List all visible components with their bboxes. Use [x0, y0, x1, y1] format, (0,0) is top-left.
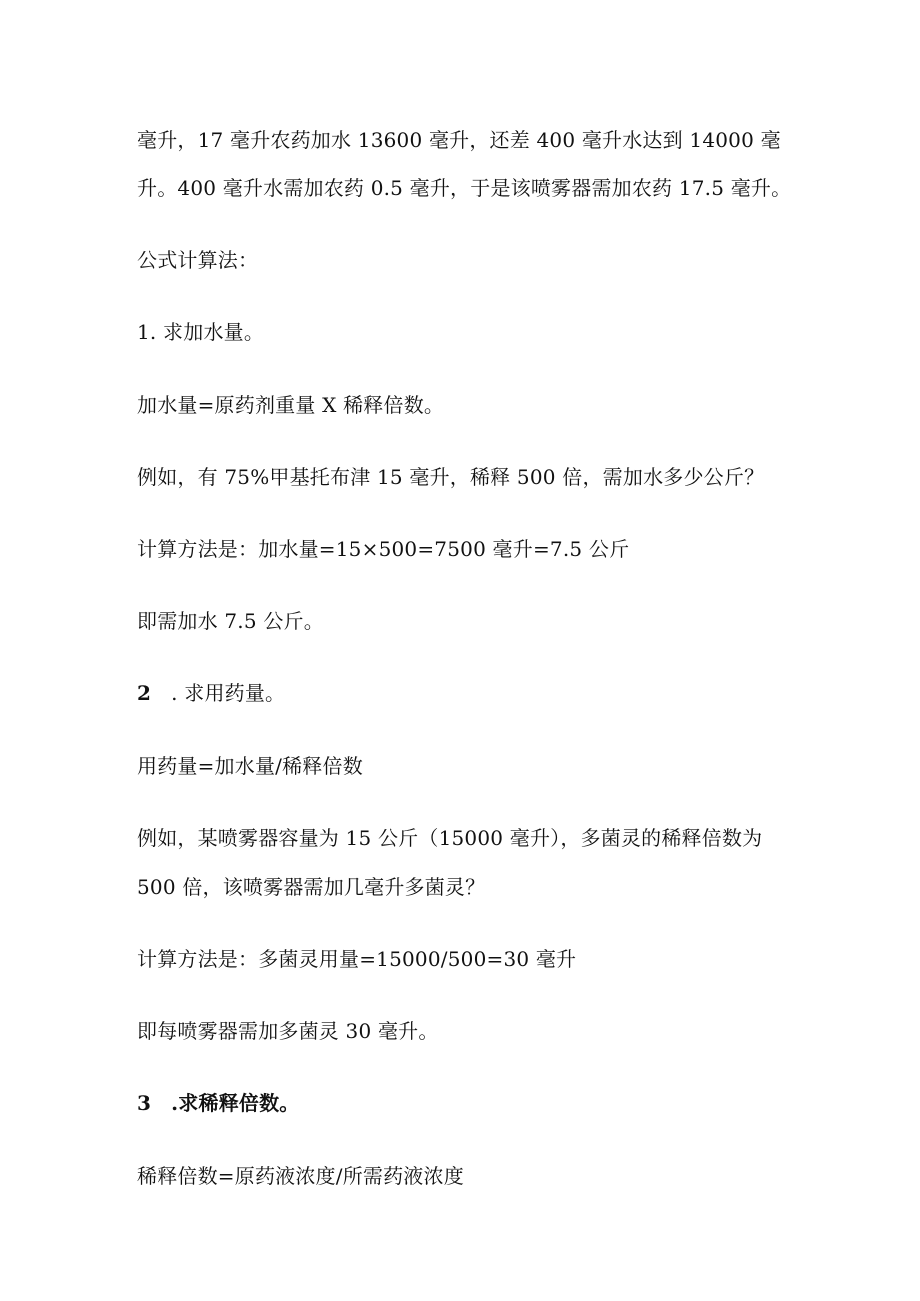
example-line: 500 倍，该喷雾器需加几毫升多菌灵？	[137, 875, 486, 899]
example-line: 例如，有 75%甲基托布津 15 毫升，稀释 500 倍，需加水多少公斤？	[137, 465, 765, 489]
result-line: 即需加水 7.5 公斤。	[137, 609, 324, 633]
step-heading	[137, 680, 285, 706]
step-number: 3	[137, 1091, 152, 1115]
step-number: 2	[137, 681, 152, 705]
result-line: 即每喷雾器需加多菌灵 30 毫升。	[137, 1019, 439, 1043]
paragraph-line: 毫升，17 毫升农药加水 13600 毫升，还差 400 毫升水达到 14000 毫	[137, 128, 781, 152]
step-heading: 1. 求加水量。	[137, 320, 265, 344]
formula-line: 用药量=加水量/稀释倍数	[137, 754, 363, 778]
step-title: .求稀释倍数。	[171, 1091, 300, 1115]
paragraph-line: 升。400 毫升水需加农药 0.5 毫升，于是该喷雾器需加农药 17.5 毫升。	[137, 176, 792, 200]
step-heading	[137, 1090, 300, 1116]
formula-line: 加水量=原药剂重量 X 稀释倍数。	[137, 393, 445, 417]
formula-line: 稀释倍数=原药液浓度/所需药液浓度	[137, 1164, 464, 1188]
calculation-line: 计算方法是：多菌灵用量=15000/500=30 毫升	[137, 947, 577, 971]
calculation-line: 计算方法是：加水量=15×500=7500 毫升=7.5 公斤	[137, 537, 630, 561]
section-heading: 公式计算法：	[137, 248, 259, 272]
example-line: 例如，某喷雾器容量为 15 公斤（15000 毫升），多菌灵的稀释倍数为	[137, 826, 763, 850]
step-title: . 求用药量。	[171, 681, 286, 705]
